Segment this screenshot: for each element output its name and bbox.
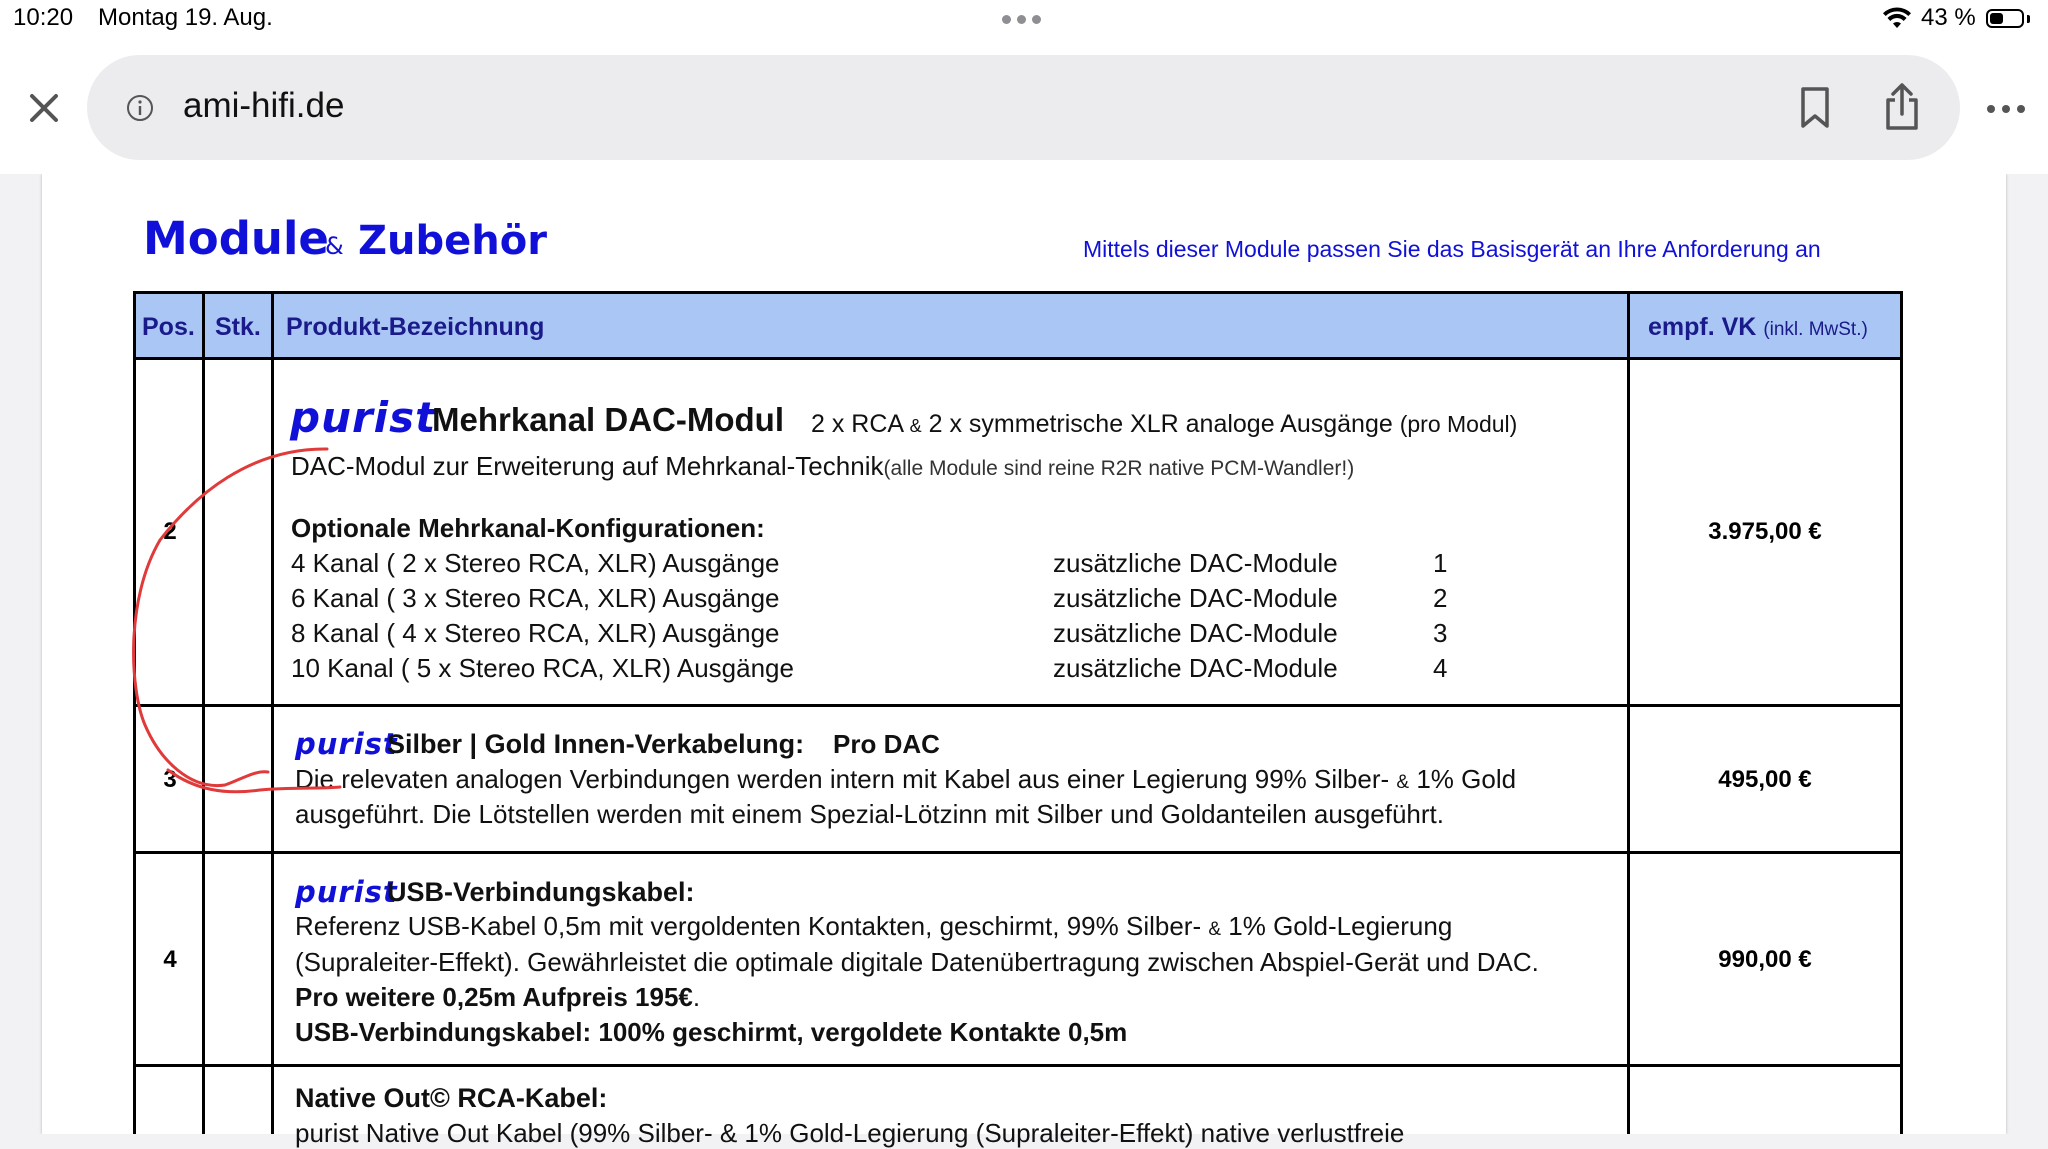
option-extra: zusätzliche DAC-Module xyxy=(1053,583,1338,613)
row-price: 495,00 € xyxy=(1718,766,1812,793)
column-header-pos: Pos. xyxy=(142,313,195,341)
table-border xyxy=(133,291,1903,294)
table-border xyxy=(133,851,1903,854)
product-description: USB-Verbindungskabel: 100% geschirmt, vergoldete Kontakte 0,5m xyxy=(295,1017,1128,1047)
page-subtitle: Mittels dieser Module passen Sie das Basisgerät an Ihre Anforderung an xyxy=(1083,236,1821,262)
purist-logo: purist xyxy=(295,727,398,761)
battery-percentage: 43 % xyxy=(1921,4,1976,31)
product-title-detail: 2 x RCA & 2 x symmetrische XLR analoge Ausgänge (pro Modul) xyxy=(811,410,1518,438)
option-label: 6 Kanal ( 3 x Stereo RCA, XLR) Ausgänge xyxy=(291,583,780,613)
product-description: (Supraleiter-Effekt). Gewährleistet die optimale digitale Datenübertragung zwischen Abspiel-Gerät und DAC. xyxy=(295,947,1539,977)
row-pos: 3 xyxy=(163,766,177,793)
table-border xyxy=(133,1064,1903,1067)
options-heading: Optionale Mehrkanal-Konfigurationen: xyxy=(291,513,765,543)
status-bar xyxy=(0,0,2048,40)
table-border xyxy=(1900,291,1903,1134)
option-count: 3 xyxy=(1433,618,1448,648)
option-label: 4 Kanal ( 2 x Stereo RCA, XLR) Ausgänge xyxy=(291,548,780,578)
option-label: 8 Kanal ( 4 x Stereo RCA, XLR) Ausgänge xyxy=(291,618,780,648)
purist-logo: purist xyxy=(295,875,398,909)
product-description: purist Native Out Kabel (99% Silber- & 1% Gold-Legierung (Supraleiter-Effekt) native verlustfreie xyxy=(295,1118,1405,1148)
option-extra: zusätzliche DAC-Module xyxy=(1053,548,1338,578)
product-title: USB-Verbindungskabel: xyxy=(387,877,695,907)
product-description: Referenz USB-Kabel 0,5m mit vergoldenten Kontakten, geschirmt, 99% Silber- & 1% Gold-Legierung xyxy=(295,911,1453,941)
page-title-zubehoer: Zubehör xyxy=(358,218,547,264)
status-date: Montag 19. Aug. xyxy=(98,4,273,31)
option-count: 4 xyxy=(1433,653,1448,683)
table-border xyxy=(133,704,1903,707)
url-text[interactable]: ami-hifi.de xyxy=(183,86,345,125)
page-title-module: Module xyxy=(143,212,329,265)
product-title-suffix: Pro DAC xyxy=(833,729,940,759)
column-header-stk: Stk. xyxy=(215,313,261,341)
table-border xyxy=(1627,291,1630,1134)
row-price: 3.975,00 € xyxy=(1708,518,1822,545)
table-border xyxy=(271,291,274,1134)
bookmark-icon[interactable] xyxy=(1797,86,1833,130)
product-description: ausgeführt. Die Lötstellen werden mit einem Spezial-Lötzinn mit Silber und Goldanteilen ausgeführt. xyxy=(295,799,1444,829)
battery-cap xyxy=(2027,15,2030,23)
multitasking-dots-icon[interactable] xyxy=(1002,15,1046,25)
column-header-price: empf. VK (inkl. MwSt.) xyxy=(1648,313,1868,341)
wifi-icon xyxy=(1882,6,1912,30)
column-header-product: Produkt-Bezeichnung xyxy=(286,313,545,341)
row-pos: 4 xyxy=(163,946,177,973)
row-pos: 2 xyxy=(163,518,177,545)
table-border xyxy=(133,291,136,1134)
table-border xyxy=(202,291,205,1134)
share-icon[interactable] xyxy=(1883,82,1921,132)
page-title-ampersand: & xyxy=(325,232,344,260)
status-time: 10:20 xyxy=(13,4,74,31)
product-title: Mehrkanal DAC-Modul xyxy=(432,401,785,438)
row-price: 990,00 € xyxy=(1718,946,1812,973)
product-title: Silber | Gold Innen-Verkabelung: xyxy=(387,729,805,759)
option-count: 1 xyxy=(1433,548,1448,578)
address-bar[interactable] xyxy=(87,55,1960,160)
price-note: (inkl. MwSt.) xyxy=(1763,319,1868,340)
product-title: Native Out© RCA-Kabel: xyxy=(295,1083,608,1113)
product-description: DAC-Modul zur Erweiterung auf Mehrkanal-Technik(alle Module sind reine R2R native PCM-Wandler!) xyxy=(291,451,1355,481)
option-extra: zusätzliche DAC-Module xyxy=(1053,653,1338,683)
product-price-note: Pro weitere 0,25m Aufpreis 195€. xyxy=(295,982,701,1012)
product-description: Die relevaten analogen Verbindungen werden intern mit Kabel aus einer Legierung 99% Silber- & 1% Gold xyxy=(295,764,1517,794)
info-icon[interactable] xyxy=(126,94,154,122)
option-count: 2 xyxy=(1433,583,1448,613)
option-label: 10 Kanal ( 5 x Stereo RCA, XLR) Ausgänge xyxy=(291,653,794,683)
option-extra: zusätzliche DAC-Module xyxy=(1053,618,1338,648)
more-options-icon[interactable] xyxy=(1986,104,2026,114)
battery-icon xyxy=(1986,9,2024,28)
table-border xyxy=(133,357,1903,360)
purist-logo: purist xyxy=(290,393,437,442)
close-icon[interactable] xyxy=(24,88,64,128)
